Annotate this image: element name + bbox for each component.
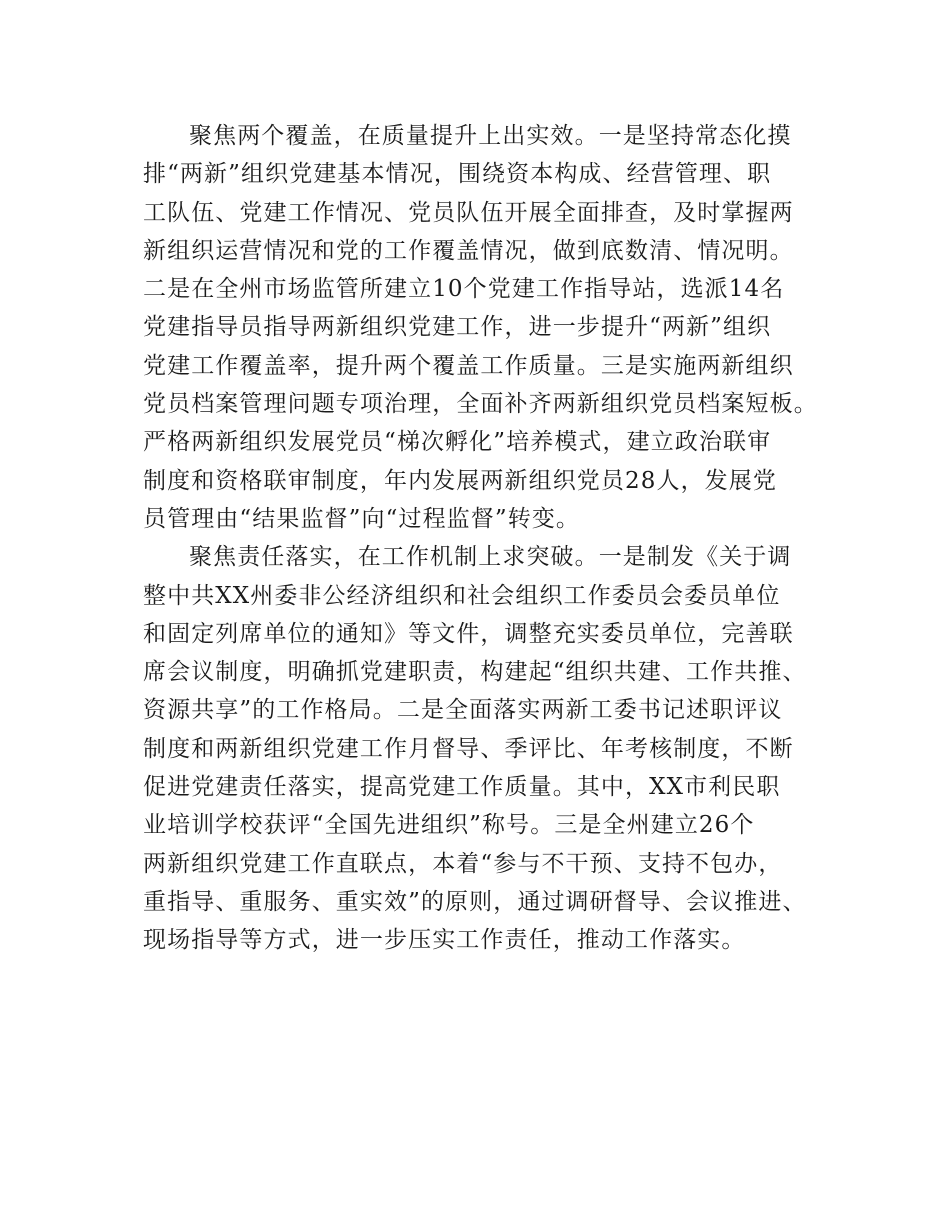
paragraph-responsibility	[143, 538, 843, 959]
text-line: 业培训学校获评“全国先进组织”称号。三是全州建立26个	[143, 812, 755, 839]
text-line: 席会议制度，明确抓党建职责，构建起“组织共建、工作共推、	[143, 659, 807, 686]
text-line: 二是在全州市场监管所建立10个党建工作指导站，选派14名	[143, 276, 785, 303]
text-line: 聚焦两个覆盖，在质量提升上出实效。一是坚持常态化摸	[189, 123, 792, 149]
text-line: 党建指导员指导两新组织党建工作，进一步提升“两新”组织	[143, 314, 772, 341]
text-line: 促进党建责任落实，提高党建工作质量。其中，XX市利民职	[143, 774, 781, 801]
text-line: 党建工作覆盖率，提升两个覆盖工作质量。三是实施两新组织	[143, 352, 794, 379]
text-line: 聚焦责任落实，在工作机制上求突破。一是制发《关于调	[189, 544, 792, 571]
text-line: 整中共XX州委非公经济组织和社会组织工作委员会委员单位	[143, 582, 781, 609]
text-line: 排“两新”组织党建基本情况，围绕资本构成、经营管理、职	[143, 161, 772, 188]
paragraph-two-coverage	[143, 117, 843, 538]
text-line: 重指导、重服务、重实效”的原则，通过调研督导、会议推进、	[143, 888, 807, 915]
text-line: 现场指导等方式，进一步压实工作责任，推动工作落实。	[143, 927, 746, 954]
text-line: 新组织运营情况和党的工作覆盖情况，做到底数清、情况明。	[143, 237, 794, 264]
document-body	[143, 117, 843, 960]
text-line: 资源共享”的工作格局。二是全面落实两新工委书记述职评议	[143, 697, 783, 724]
text-line: 党员档案管理问题专项治理，全面补齐两新组织党员档案短板。	[143, 391, 818, 418]
text-line: 制度和资格联审制度，年内发展两新组织党员28人，发展党	[143, 467, 777, 494]
text-line: 制度和两新组织党建工作月督导、季评比、年考核制度，不断	[143, 735, 794, 762]
text-line: 工队伍、党建工作情况、党员队伍开展全面排查，及时掌握两	[143, 199, 794, 226]
text-line: 和固定列席单位的通知》等文件，调整充实委员单位，完善联	[143, 620, 794, 647]
text-line: 两新组织党建工作直联点，本着“参与不干预、支持不包办，	[143, 850, 783, 877]
text-line: 严格两新组织发展党员“梯次孵化”培养模式，建立政治联审	[143, 429, 772, 456]
text-line: 员管理由“结果监督”向“过程监督”转变。	[143, 505, 581, 532]
